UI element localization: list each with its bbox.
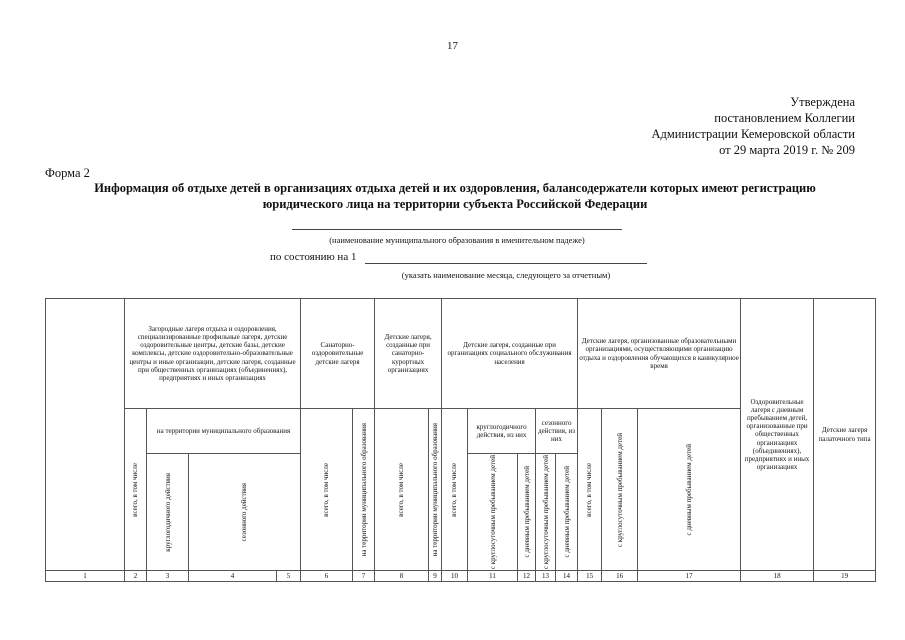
col-12-13-seasonal: сезонного действия, из них xyxy=(536,409,578,454)
form-label: Форма 2 xyxy=(45,166,90,180)
month-hint: (указать наименование месяца, следующего за отчетным) xyxy=(401,270,611,280)
as-of-label: по состоянию на 1 xyxy=(270,251,357,263)
municipality-fill-line xyxy=(292,229,622,230)
col-num: 11 xyxy=(468,571,518,582)
approval-block xyxy=(560,94,855,158)
header-social-camps: Детские лагеря, созданные при организациях социального обслуживания населения xyxy=(442,299,578,409)
month-fill-line xyxy=(365,263,647,264)
col-14-total: всего, в том числе xyxy=(578,409,602,571)
col-num: 3 xyxy=(147,571,189,582)
page-number: 17 xyxy=(447,40,458,52)
col-num: 4 xyxy=(189,571,277,582)
col-2-total: всего, в том числе xyxy=(125,409,147,571)
col-num: 5 xyxy=(277,571,301,582)
col-num: 12 xyxy=(518,571,536,582)
municipality-hint: (наименование муниципального образования в именительном падеже) xyxy=(329,235,585,245)
col-11-day-stay: с дневным пребыванием детей xyxy=(518,454,536,571)
header-empty xyxy=(46,299,125,571)
col-num: 19 xyxy=(814,571,876,582)
col-num: 2 xyxy=(125,571,147,582)
col-num: 10 xyxy=(442,571,468,582)
col-9-total: всего, в том числе xyxy=(442,409,468,571)
col-15-round-clock: с круглосуточным пребыванием детей xyxy=(602,409,638,571)
col-num: 17 xyxy=(638,571,741,582)
col-num: 16 xyxy=(602,571,638,582)
header-sanatorium-camps: Санаторно-оздоровительные детские лагеря xyxy=(301,299,375,409)
col-num: 8 xyxy=(375,571,429,582)
approval-line-1: Утверждена xyxy=(790,95,855,109)
col-13-day-stay: с дневным пребыванием детей xyxy=(556,454,578,571)
document-title: Информация об отдыхе детей в организациях отдыха детей и их оздоровления, балансодержатели которых имеют регистрацию юридического лица на территории субъекта Российской Федерации xyxy=(94,181,816,211)
approval-line-3: Администрации Кемеровской области xyxy=(651,127,855,141)
col-4-seasonal: сезонного действия xyxy=(189,454,301,571)
col-16-day-stay: с дневным пребыванием детей xyxy=(638,409,741,571)
col-7-total: всего, в том числе xyxy=(375,409,429,571)
col-num: 18 xyxy=(741,571,814,582)
header-edu-camps: Детские лагеря, организованные образовательными организациями, осуществляющими организацию отдыха и оздоровления обучающихся в каникулярное время xyxy=(578,299,741,409)
col-5-total: всего, в том числе xyxy=(301,409,353,571)
col-num: 9 xyxy=(429,571,442,582)
col-num: 14 xyxy=(556,571,578,582)
col-num: 13 xyxy=(536,571,556,582)
col-num: 7 xyxy=(353,571,375,582)
col-num: 6 xyxy=(301,571,353,582)
report-table xyxy=(45,298,876,582)
col-8-in-territory: на территории муниципального образования xyxy=(429,409,442,571)
column-number-row xyxy=(46,571,876,582)
col-3-year-round: круглогодичного действия xyxy=(147,454,189,571)
header-country-camps: Загородные лагеря отдыха и оздоровления, специализированные профильные лагеря, детские оздоровительные центры, детские базы, детские комплексы, детские оздоровительно-образовательные центры и иные организации, детские лагеря, созданные при общественных организациях (объединениях), предприятиях и иных организациях xyxy=(125,299,301,409)
col-10-round-clock: с круглосуточным пребыванием детей xyxy=(468,454,518,571)
col-num: 15 xyxy=(578,571,602,582)
col-12-round-clock: с круглосуточным пребыванием детей xyxy=(536,454,556,571)
approval-line-2: постановлением Коллегии xyxy=(714,111,855,125)
header-tent-camps: Детские лагеря палаточного типа xyxy=(814,299,876,571)
approval-line-4: от 29 марта 2019 г. № 209 xyxy=(719,143,855,157)
col-6-in-territory: на территории муниципального образования xyxy=(353,409,375,571)
col-3-4-in-territory: на территории муниципального образования xyxy=(147,409,301,454)
header-day-camps: Оздоровительные лагеря с дневным пребыванием детей, организованные при общественных организациях (объединениях), предприятиях и иных организациях xyxy=(741,299,814,571)
col-10-11-year-round: круглогодичного действия, из них xyxy=(468,409,536,454)
header-sanatorium-org-camps: Детские лагеря, созданные при санаторно-курортных организациях xyxy=(375,299,442,409)
col-num: 1 xyxy=(46,571,125,582)
